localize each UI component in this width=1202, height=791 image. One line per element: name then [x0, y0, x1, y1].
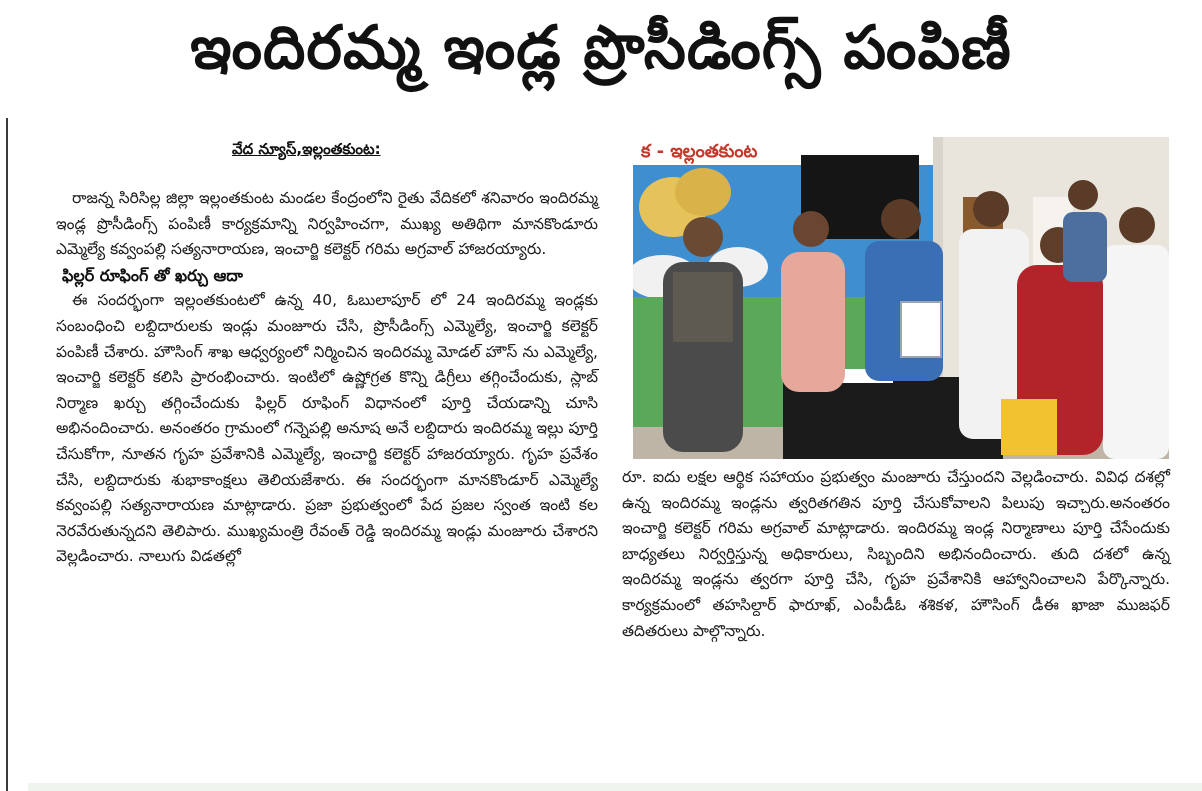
article-left-column	[56, 186, 598, 570]
left-frame-rule	[6, 118, 8, 791]
headline: ఇందిరమ్మ ఇండ్ల ప్రొసీడింగ్స్ పంపిణీ	[190, 13, 1012, 83]
photo-banner-text: క - ఇల్లంతకుంట	[641, 141, 758, 162]
news-photo	[633, 137, 1169, 459]
bottom-strip	[28, 783, 1202, 791]
article-body-right: రూ. ఐదు లక్షల ఆర్థిక సహాయం ప్రభుత్వం మంజూరు చేస్తుందని వెల్లడించారు. వివిధ దశల్లో ఉన్న ఇందిరమ్మ ఇండ్లను త్వరితగతిన పూర్తి చేసుకోవాలని పిలుపు ఇచ్చారు.అనంతరం ఇంచార్జి కలెక్టర్ గరిమ అగ్రవాల్ మాట్లాడారు. ఇందిరమ్మ ఇండ్ల నిర్మాణాలు పూర్తి చేసేందుకు బాధ్యతలు నిర్వర్తిస్తున్న అధికారులు, సిబ్బందిని అభినందించారు. తుది దశలో ఉన్న ఇందిరమ్మ ఇండ్లను త్వరగా పూర్తి చేసి, గృహ ప్రవేశానికి ఆహ్వానించాలని పేర్కొన్నారు. కార్యక్రమంలో తహసిల్దార్ ఫారూఖ్, ఎంపీడీఓ శశికళ, హౌసింగ్ డీఈ ఖాజా ముజఫర్ తదితరులు పాల్గొన్నారు.	[622, 468, 1170, 640]
dateline: వేద న్యూస్,ఇల్లంతకుంట:	[232, 140, 381, 158]
article-body-left: ఈ సందర్భంగా ఇల్లంతకుంటలో ఉన్న 40, ఓబులాపూర్ లో 24 ఇందిరమ్మ ఇండ్లకు సంబంధించి లబ్దిదారులకు ఇండ్లు మంజూరు చేసి, ప్రొసీడింగ్స్ ఎమ్మెల్యే, ఇంచార్జి కలెక్టర్ పంపిణీ చేశారు. హౌసింగ్ శాఖ ఆధ్వర్యంలో నిర్మించిన ఇందిరమ్మ మోడల్ హౌస్ ను ఎమ్మెల్యే, ఇంచార్జి కలెక్టర్ కలిసి ప్రారంభించారు. ఇంటిలో ఉష్ణోగ్రత కొన్ని డిగ్రీలు తగ్గించేందుకు, స్లాబ్ నిర్మాణ ఖర్చు తగ్గించేందుకు ఫిల్లర్ రూఫింగ్ విధానంలో పూర్తి చేయడాన్ని చూసి అభినందించారు. అనంతరం గ్రామంలో గన్నెపల్లి అనూష అనే లబ్దిదారు ఇందిరమ్మ ఇల్లు పూర్తి చేసుకోగా, నూతన గృహ ప్రవేశానికి ఎమ్మెల్యే, ఇంచార్జి కలెక్టర్ హాజరయ్యారు. గృహ ప్రవేశం చేసి, లబ్దిదారుకు శుభాకాంక్షలు తెలియజేశారు. ఈ సందర్భంగా మానకొండూర్ ఎమ్మెల్యే కవ్వంపల్లి సత్యనారాయణ మాట్లాడారు. ప్రజా ప్రభుత్వంలో పేద ప్రజల స్వంత ఇంటి కల నెరవేరుతున్నదని తెలిపారు. ముఖ్యమంత్రి రేవంత్ రెడ్డి ఇందిరమ్మ ఇండ్లు మంజూరు చేశారని వెల్లడించారు. నాలుగు విడతల్లో	[56, 291, 598, 566]
article-right-column	[622, 465, 1170, 644]
article-subheading: ఫిల్లర్ రూఫింగ్ తో ఖర్చు ఆదా	[62, 265, 243, 285]
article-intro: రాజన్న సిరిసిల్ల జిల్లా ఇల్లంతకుంట మండల కేంద్రంలోని రైతు వేదికలో శనివారం ఇందిరమ్మ ఇండ్ల ప్రొసీడింగ్స్ పంపిణీ కార్యక్రమాన్ని నిర్వహించగా, ముఖ్య అతిథిగా మానకొండూరు ఎమ్మెల్యే కవ్వంపల్లి సత్యనారాయణ, ఇంచార్జి కలెక్టర్ గరిమ అగ్రవాల్ హాజరయ్యారు.	[56, 189, 598, 259]
